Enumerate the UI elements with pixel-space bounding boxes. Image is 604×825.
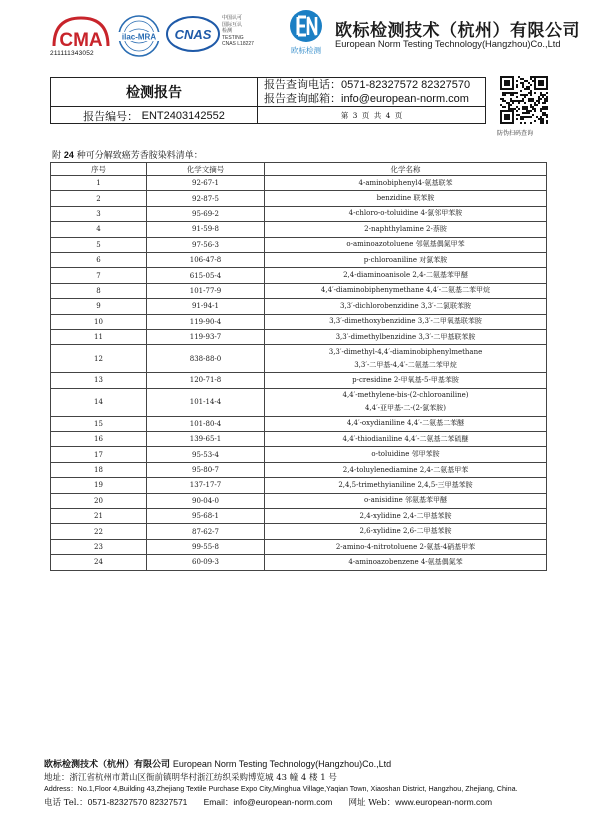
cell-chemical-name [265, 314, 547, 329]
cell-no: 19 [51, 478, 147, 493]
chemical-name-line: 2,4-toluylenediamine 2,4-二氨基甲苯 [342, 465, 469, 474]
email-value: info@european-norm.com [341, 93, 469, 105]
footer-address-cn: 地址：浙江省杭州市萧山区衙前镇明华村浙江纺织采购博览城 43 幢 4 楼 1 号 [44, 773, 337, 783]
cell-cas: 95-80-7 [147, 462, 265, 477]
page-indicator: 第 3 页 共 4 页 [340, 111, 404, 120]
footer-email-link[interactable]: info@european-norm.com [233, 797, 333, 807]
table-row [51, 252, 547, 267]
cell-no: 11 [51, 329, 147, 344]
table-row [51, 432, 547, 447]
cell-chemical-name [265, 524, 547, 539]
chemical-name-line: o-anisidine 邻氨基苯甲醚 [364, 496, 447, 505]
cell-no: 7 [51, 268, 147, 283]
cell-chemical-name [265, 283, 547, 298]
cell-chemical-name [265, 176, 547, 191]
cell-cas: 95-68-1 [147, 509, 265, 524]
cell-chemical-name [265, 555, 547, 570]
col-header-cas: 化学文摘号 [147, 163, 265, 176]
ilac-mra-logo [116, 14, 162, 58]
table-row [51, 268, 547, 283]
table-row [51, 222, 547, 237]
cell-cas: 101-14-4 [147, 388, 265, 416]
cell-cas: 91-59-8 [147, 222, 265, 237]
cell-cas: 97-56-3 [147, 237, 265, 252]
cell-no: 15 [51, 416, 147, 431]
cell-no: 10 [51, 314, 147, 329]
cell-cas: 101-80-4 [147, 416, 265, 431]
cell-cas: 139-65-1 [147, 432, 265, 447]
cell-cas: 95-69-2 [147, 206, 265, 221]
cell-chemical-name [265, 268, 547, 283]
footer-contact [44, 796, 492, 808]
report-number [51, 107, 257, 124]
phone-value: 0571-82327572 82327570 [341, 79, 471, 91]
table-row [51, 416, 547, 431]
cell-chemical-name [265, 478, 547, 493]
chemical-name-line: 4-chloro-o-toluidine 4-氯邻甲苯胺 [348, 209, 463, 218]
cell-cas: 92-67-1 [147, 176, 265, 191]
cell-cas: 838-88-0 [147, 345, 265, 373]
cell-chemical-name [265, 252, 547, 267]
chemical-name-line: 3,3′-二甲基-4,4′-二氨基二苯甲烷 [354, 360, 457, 369]
cell-no: 3 [51, 206, 147, 221]
chemical-name-line: 2-amino-4-nitrotoluene 2-氨基-4硝基甲苯 [335, 542, 476, 551]
cell-no: 12 [51, 345, 147, 373]
table-row [51, 206, 547, 221]
table-row [51, 237, 547, 252]
cell-chemical-name [265, 222, 547, 237]
cell-no: 21 [51, 509, 147, 524]
chemical-name-line: 4,4′-oxydianiline 4,4′-二氨基二苯醚 [346, 419, 465, 428]
report-number-label: 报告编号： [83, 109, 139, 123]
table-row [51, 555, 547, 570]
cell-cas: 119-93-7 [147, 329, 265, 344]
cell-no: 2 [51, 191, 147, 206]
table-row [51, 314, 547, 329]
cell-chemical-name [265, 509, 547, 524]
table-row [51, 345, 547, 373]
chemical-name-line: 4,4′-diaminobiphenymethane 4,4′-二氨基二苯甲烷 [320, 286, 491, 295]
cell-chemical-name [265, 237, 547, 252]
cell-no: 4 [51, 222, 147, 237]
report-contact [264, 78, 470, 106]
cma-mark: CMA [59, 30, 103, 51]
qr-caption: 防伪扫码查询 [497, 131, 534, 137]
ilac-mark: ilac-MRA [121, 32, 157, 42]
table-row [51, 373, 547, 388]
chemical-name-line: 4-aminoazobenzene 4-氨基偶氮苯 [348, 557, 463, 566]
footer-web-label: 网址 Web： [348, 798, 396, 808]
footer-company [44, 757, 391, 770]
qr-code[interactable] [500, 76, 548, 124]
chemical-name-line: 4,4′-methylene-bis-(2-chloroaniline) [342, 391, 469, 400]
cnas-mark: CNAS [174, 27, 212, 42]
divider [257, 78, 258, 106]
brand-name-en: European Norm Testing Technology(Hangzhou)Co.,Ltd [335, 39, 561, 49]
col-header-name: 化学名称 [265, 163, 547, 176]
cell-no: 6 [51, 252, 147, 267]
cell-no: 5 [51, 237, 147, 252]
footer-web-link[interactable]: www.european-norm.com [395, 797, 493, 807]
footer-tel-label: 电话 Tel.： [44, 798, 88, 808]
chemical-name-line: 4-aminobiphenyl4-氨基联苯 [358, 178, 453, 187]
chemical-name-line: o-aminoazotoluene 邻氨基偶氮甲苯 [346, 240, 465, 249]
cell-cas: 615-05-4 [147, 268, 265, 283]
table-row [51, 299, 547, 314]
table-row [51, 478, 547, 493]
footer-address-en: Address：No.1,Floor 4,Building 43,Zhejiang Textile Purchase Expo City,Minghua Village,Yaqian Town, Xiaoshan District, Hangzhou, Zhejiang, China. [44, 784, 518, 793]
chemical-name-line: 2,6-xylidine 2,6-二甲基苯胺 [359, 527, 452, 536]
table-row [51, 539, 547, 554]
chemical-name-line: 2,4-diaminoanisole 2,4-二氨基苯甲醚 [343, 271, 468, 280]
cnas-logo [166, 14, 220, 54]
table-row [51, 176, 547, 191]
chemical-name-line: 2,4,5-trimethyianiline 2,4,5-三甲基苯胺 [338, 480, 473, 489]
cell-chemical-name [265, 299, 547, 314]
report-title: 检测报告 [126, 85, 182, 101]
cell-no: 22 [51, 524, 147, 539]
cell-cas: 60-09-3 [147, 555, 265, 570]
cell-no: 13 [51, 373, 147, 388]
table-row [51, 388, 547, 416]
table-row [51, 462, 547, 477]
email-label: 报告查询邮箱： [264, 92, 341, 105]
cell-cas: 106-47-8 [147, 252, 265, 267]
cell-cas: 99-55-8 [147, 539, 265, 554]
chemical-name-line: 3,3′-dimethyl-4,4′-diaminobiphenylmethane [328, 347, 483, 356]
table-row [51, 509, 547, 524]
cell-no: 24 [51, 555, 147, 570]
col-header-no: 序号 [51, 163, 147, 176]
accreditation-note: 中国认可 国际互认 检测 TESTING CNAS L18227 [222, 15, 254, 48]
footer-tel-value: 0571-82327570 82327571 [87, 797, 188, 807]
cell-no: 14 [51, 388, 147, 416]
cell-cas: 87-62-7 [147, 524, 265, 539]
cell-no: 23 [51, 539, 147, 554]
cell-no: 16 [51, 432, 147, 447]
cell-chemical-name [265, 191, 547, 206]
cell-chemical-name [265, 493, 547, 508]
cell-cas: 90-04-0 [147, 493, 265, 508]
table-row [51, 524, 547, 539]
table-row [51, 447, 547, 462]
cell-chemical-name [265, 447, 547, 462]
chemical-name-line: benzidine 联苯胺 [376, 194, 435, 203]
cell-no: 17 [51, 447, 147, 462]
chemical-name-line: 2,4-xylidine 2,4-二甲基苯胺 [359, 511, 452, 520]
cell-chemical-name [265, 539, 547, 554]
table-caption: 附 24 种可分解致癌芳香胺染料清单： [52, 150, 203, 161]
brand-logo-text: 欧标检测 [291, 46, 321, 55]
cell-chemical-name [265, 329, 547, 344]
amine-table [50, 162, 547, 571]
cell-chemical-name [265, 462, 547, 477]
brand-logo [284, 9, 328, 55]
table-row [51, 329, 547, 344]
table-row [51, 493, 547, 508]
chemical-name-line: 3,3′-dimethylbenzidine 3,3′-二甲基联苯胺 [335, 332, 476, 341]
cell-chemical-name [265, 432, 547, 447]
chemical-name-line: 3,3′-dichlorobenzidine 3,3′-二氯联苯胺 [340, 301, 471, 310]
table-row [51, 283, 547, 298]
cell-cas: 91-94-1 [147, 299, 265, 314]
cell-chemical-name [265, 388, 547, 416]
chemical-name-line: 2-naphthylamine 2-萘胺 [364, 224, 447, 233]
cell-no: 8 [51, 283, 147, 298]
cell-cas: 120-71-8 [147, 373, 265, 388]
cell-cas: 92-87-5 [147, 191, 265, 206]
cell-no: 9 [51, 299, 147, 314]
cma-code: 211111343052 [50, 50, 94, 57]
brand-name-cn: 欧标检测技术（杭州）有限公司 [335, 21, 580, 40]
phone-label: 报告查询电话： [264, 78, 341, 91]
chemical-name-line: p-cresidine 2-甲氧基-5-甲基苯胺 [352, 375, 459, 384]
footer-company-en: European Norm Testing Technology(Hangzhou)Co.,Ltd [172, 759, 392, 769]
chemical-name-line: 4,4′-thiodianiline 4,4′-二氨基二苯硫醚 [342, 434, 469, 443]
table-row [51, 191, 547, 206]
footer-email-label: Email： [203, 797, 234, 807]
chemical-name-line: 3,3′-dimethoxybenzidine 3,3′-二甲氧基联苯胺 [329, 317, 482, 326]
cell-chemical-name [265, 416, 547, 431]
cell-cas: 119-90-4 [147, 314, 265, 329]
cell-no: 20 [51, 493, 147, 508]
cell-cas: 95-53-4 [147, 447, 265, 462]
footer-company-cn: 欧标检测技术（杭州）有限公司 [44, 760, 171, 770]
cell-chemical-name [265, 206, 547, 221]
chemical-name-line: o-toluidine 邻甲苯胺 [371, 450, 440, 459]
cell-chemical-name [265, 373, 547, 388]
cell-chemical-name [265, 345, 547, 373]
cell-cas: 101-77-9 [147, 283, 265, 298]
cell-no: 1 [51, 176, 147, 191]
cell-cas: 137-17-7 [147, 478, 265, 493]
table-header-row [51, 163, 547, 176]
chemical-name-line: 4,4′-亚甲基-二-(2-氯苯胺) [364, 404, 447, 413]
report-number-value: ENT2403142552 [141, 109, 225, 122]
cell-no: 18 [51, 462, 147, 477]
chemical-name-line: p-chloroaniline 对氯苯胺 [363, 255, 448, 264]
